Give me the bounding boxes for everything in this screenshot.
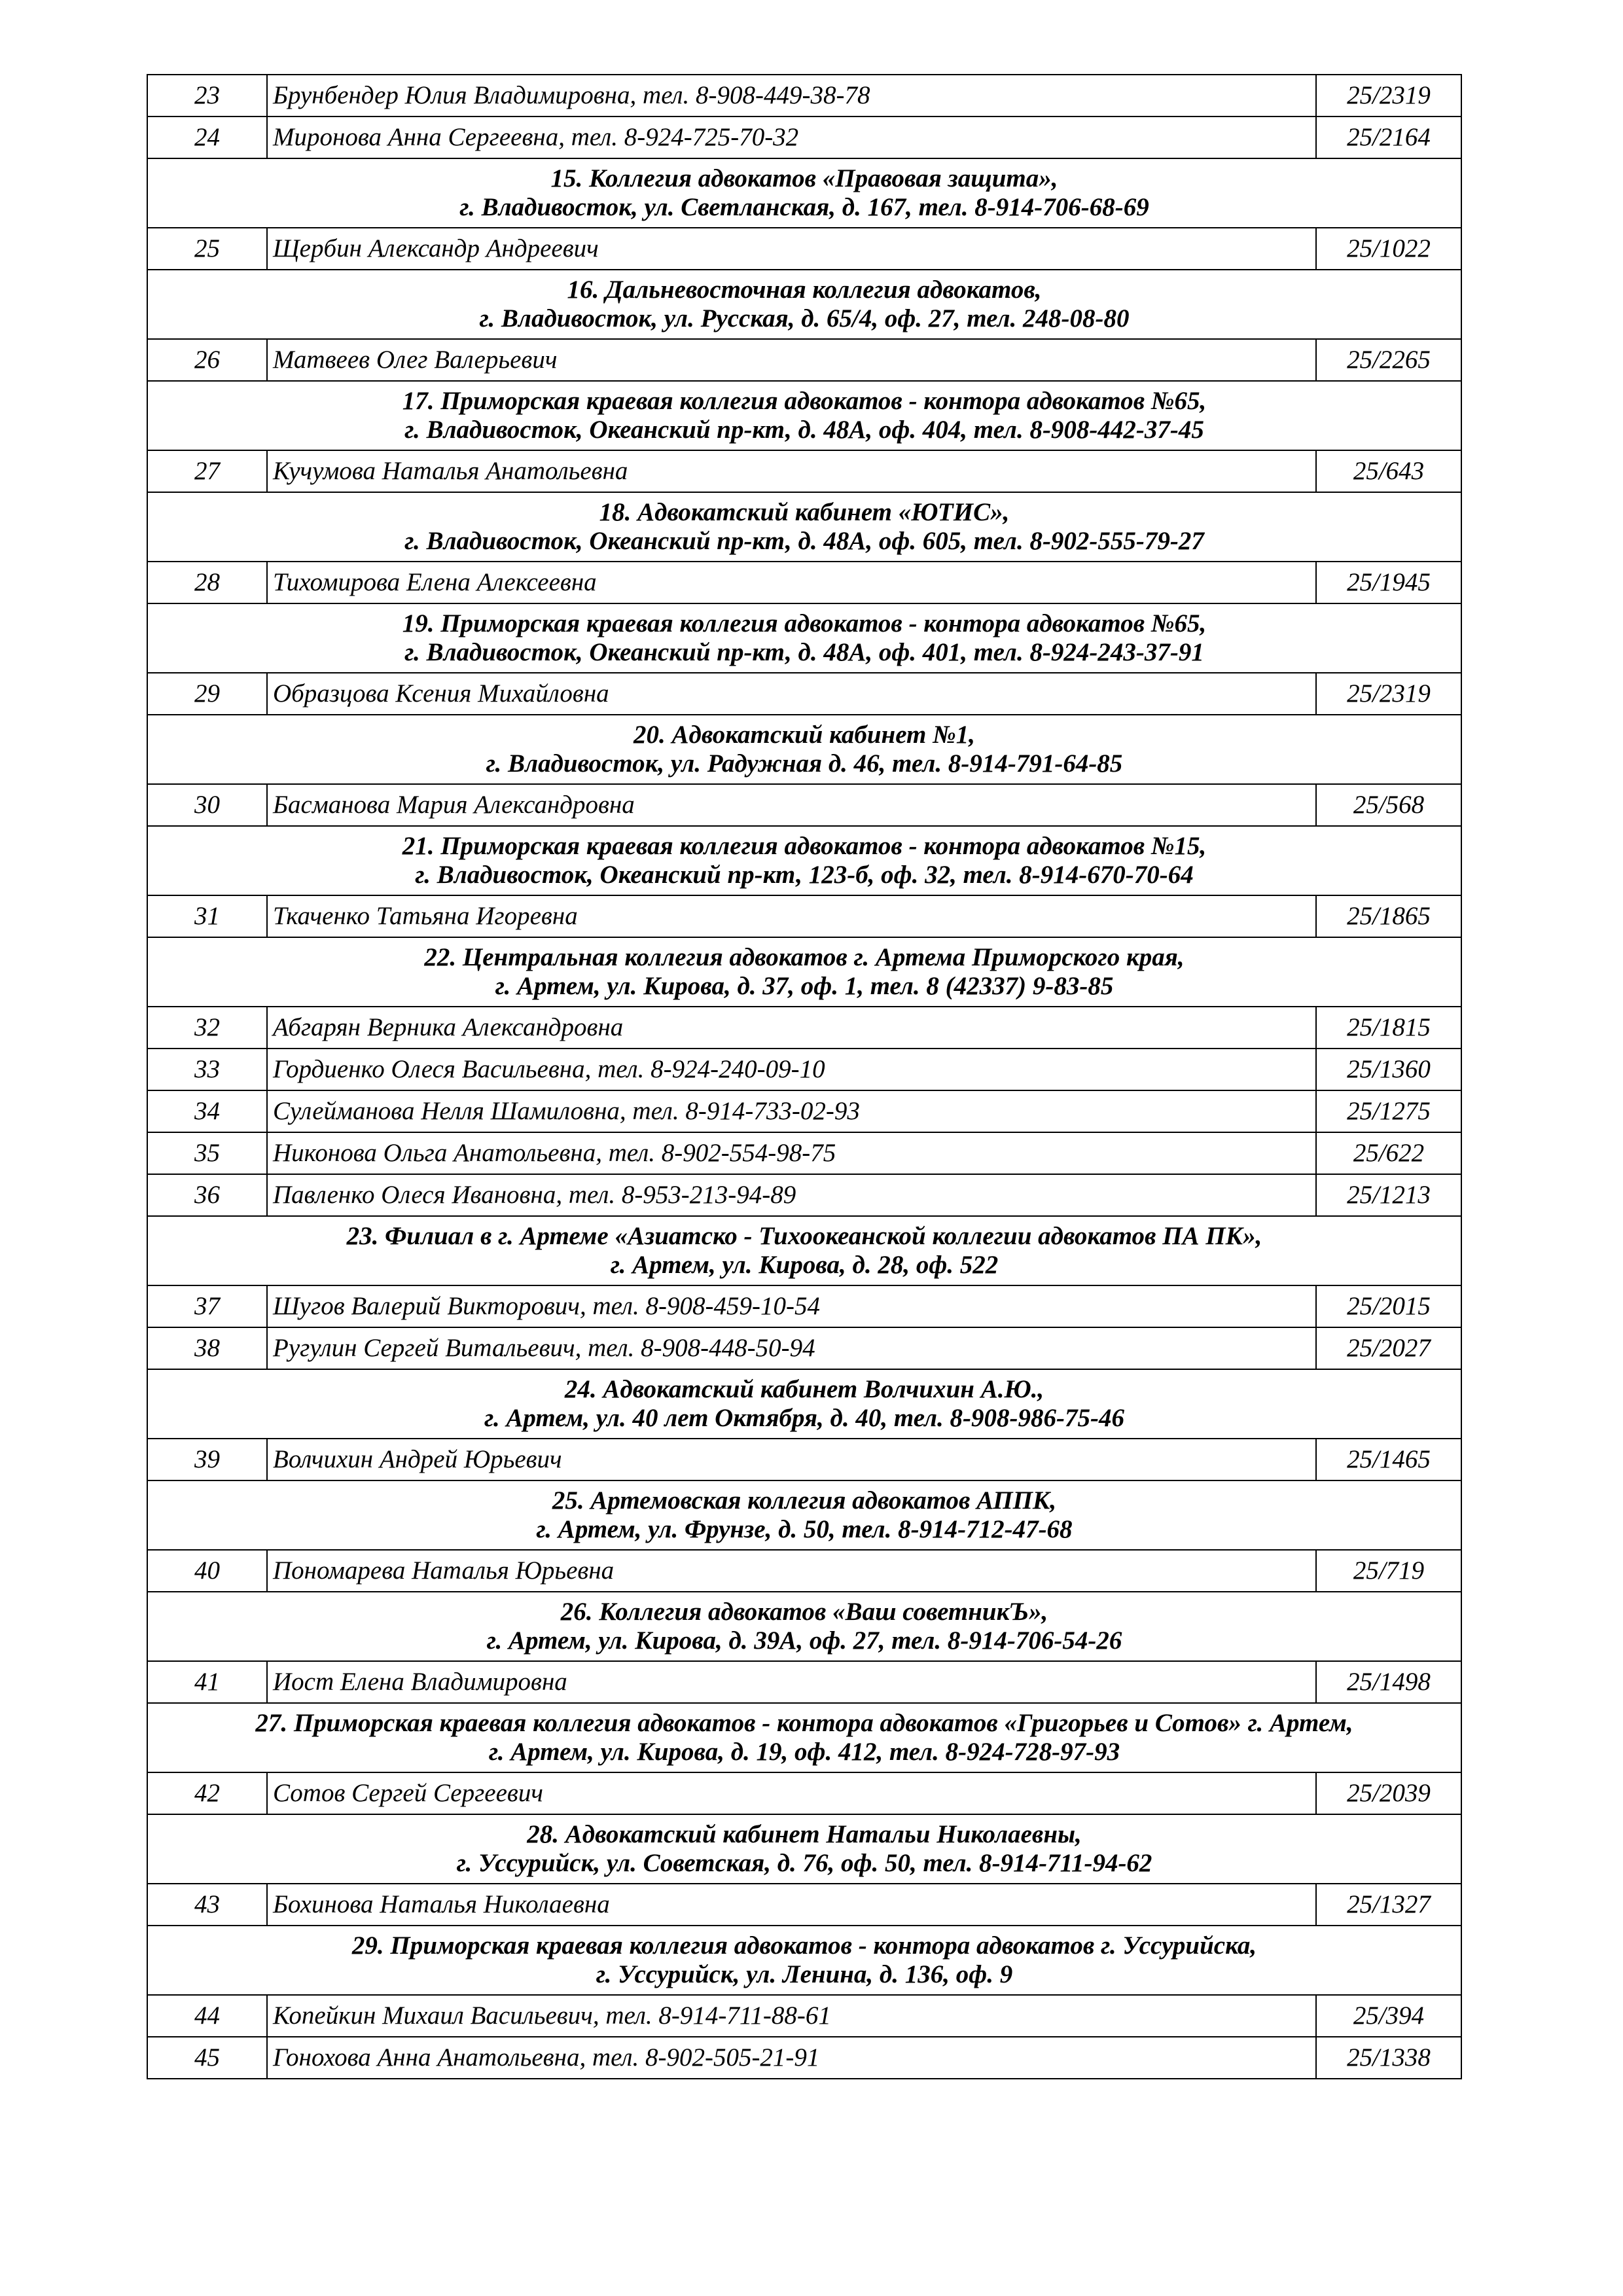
organization-address: г. Артем, ул. Кирова, д. 28, оф. 522: [610, 1251, 999, 1279]
lawyer-name-cell: Бохинова Наталья Николаевна: [267, 1884, 1316, 1926]
table-row: [147, 1772, 1461, 1814]
row-number-cell: 23: [147, 75, 267, 117]
table-row: [147, 1174, 1461, 1216]
lawyer-name-cell: Образцова Ксения Михайловна: [267, 673, 1316, 715]
organization-header-row: [147, 1814, 1461, 1884]
row-number-cell: 36: [147, 1174, 267, 1216]
organization-header-row: [147, 937, 1461, 1007]
organization-header-cell: [147, 603, 1461, 673]
organization-header-row: [147, 1926, 1461, 1995]
organization-address: г. Владивосток, ул. Светланская, д. 167, тел. 8-914-706-68-69: [459, 193, 1149, 221]
organization-header-cell: [147, 1480, 1461, 1550]
lawyer-name-cell: Гонохова Анна Анатольевна, тел. 8-902-505-21-91: [267, 2037, 1316, 2079]
row-number-cell: 38: [147, 1327, 267, 1369]
lawyer-name-cell: Ругулин Сергей Витальевич, тел. 8-908-448-50-94: [267, 1327, 1316, 1369]
row-number-cell: 24: [147, 117, 267, 158]
organization-name: 16. Дальневосточная коллегия адвокатов,: [567, 275, 1042, 304]
organization-header-row: [147, 1703, 1461, 1772]
lawyer-name-cell: Тихомирова Елена Алексеевна: [267, 562, 1316, 603]
row-number-cell: 34: [147, 1090, 267, 1132]
lawyer-name-cell: Абгарян Верника Александровна: [267, 1007, 1316, 1049]
row-number-cell: 39: [147, 1439, 267, 1480]
lawyers-registry-table: [147, 74, 1462, 2079]
row-number-cell: 44: [147, 1995, 267, 2037]
organization-header-row: [147, 826, 1461, 895]
table-row: [147, 1285, 1461, 1327]
row-number-cell: 35: [147, 1132, 267, 1174]
organization-header-cell: [147, 1703, 1461, 1772]
row-number-cell: 43: [147, 1884, 267, 1926]
organization-name: 25. Артемовская коллегия адвокатов АППК,: [552, 1486, 1057, 1515]
lawyer-name-cell: Матвеев Олег Валерьевич: [267, 339, 1316, 381]
organization-address: г. Владивосток, Океанский пр-кт, д. 48А, оф. 605, тел. 8-902-555-79-27: [404, 527, 1204, 555]
lawyer-name-cell: Щербин Александр Андреевич: [267, 228, 1316, 270]
organization-header-cell: [147, 158, 1461, 228]
lawyer-name-cell: Миронова Анна Сергеевна, тел. 8-924-725-70-32: [267, 117, 1316, 158]
organization-name: 18. Адвокатский кабинет «ЮТИС»,: [599, 497, 1010, 526]
lawyer-name-cell: Копейкин Михаил Васильевич, тел. 8-914-711-88-61: [267, 1995, 1316, 2037]
registry-number-cell: 25/2319: [1316, 673, 1461, 715]
lawyer-name-cell: Ткаченко Татьяна Игоревна: [267, 895, 1316, 937]
organization-header-cell: [147, 937, 1461, 1007]
organization-name: 24. Адвокатский кабинет Волчихин А.Ю.,: [564, 1374, 1044, 1403]
registry-number-cell: 25/622: [1316, 1132, 1461, 1174]
organization-address: г. Владивосток, ул. Радужная д. 46, тел. 8-914-791-64-85: [486, 749, 1123, 778]
organization-header-cell: [147, 1814, 1461, 1884]
organization-header-row: [147, 270, 1461, 339]
registry-number-cell: 25/2164: [1316, 117, 1461, 158]
organization-address: г. Владивосток, ул. Русская, д. 65/4, оф. 27, тел. 248-08-80: [479, 304, 1130, 332]
organization-name: 28. Адвокатский кабинет Натальи Николаевны,: [527, 1820, 1082, 1848]
table-row: [147, 562, 1461, 603]
organization-header-cell: [147, 715, 1461, 784]
row-number-cell: 26: [147, 339, 267, 381]
row-number-cell: 42: [147, 1772, 267, 1814]
organization-header-cell: [147, 1926, 1461, 1995]
lawyer-name-cell: Сулейманова Нелля Шамиловна, тел. 8-914-733-02-93: [267, 1090, 1316, 1132]
row-number-cell: 28: [147, 562, 267, 603]
row-number-cell: 31: [147, 895, 267, 937]
organization-address: г. Владивосток, Океанский пр-кт, 123-б, оф. 32, тел. 8-914-670-70-64: [415, 861, 1194, 889]
table-row: [147, 228, 1461, 270]
organization-name: 19. Приморская краевая коллегия адвокатов - контора адвокатов №65,: [402, 609, 1207, 637]
organization-header-row: [147, 603, 1461, 673]
registry-body: [147, 75, 1461, 2079]
lawyer-name-cell: Шугов Валерий Викторович, тел. 8-908-459-10-54: [267, 1285, 1316, 1327]
lawyer-name-cell: Иост Елена Владимировна: [267, 1661, 1316, 1703]
registry-number-cell: 25/1338: [1316, 2037, 1461, 2079]
organization-address: г. Уссурийск, ул. Ленина, д. 136, оф. 9: [596, 1960, 1013, 1988]
organization-name: 23. Филиал в г. Артеме «Азиатско - Тихоокеанской коллегии адвокатов ПА ПК»,: [346, 1221, 1262, 1250]
registry-number-cell: 25/1360: [1316, 1049, 1461, 1090]
organization-header-row: [147, 1216, 1461, 1285]
row-number-cell: 45: [147, 2037, 267, 2079]
lawyer-name-cell: Павленко Олеся Ивановна, тел. 8-953-213-94-89: [267, 1174, 1316, 1216]
row-number-cell: 29: [147, 673, 267, 715]
row-number-cell: 41: [147, 1661, 267, 1703]
lawyer-name-cell: Басманова Мария Александровна: [267, 784, 1316, 826]
organization-name: 29. Приморская краевая коллегия адвокатов - контора адвокатов г. Уссурийска,: [351, 1931, 1257, 1960]
registry-number-cell: 25/1275: [1316, 1090, 1461, 1132]
registry-number-cell: 25/1498: [1316, 1661, 1461, 1703]
registry-number-cell: 25/2265: [1316, 339, 1461, 381]
row-number-cell: 25: [147, 228, 267, 270]
table-row: [147, 1049, 1461, 1090]
registry-number-cell: 25/1327: [1316, 1884, 1461, 1926]
registry-number-cell: 25/719: [1316, 1550, 1461, 1592]
registry-number-cell: 25/643: [1316, 450, 1461, 492]
table-row: [147, 1884, 1461, 1926]
organization-name: 15. Коллегия адвокатов «Правовая защита»,: [550, 164, 1058, 192]
organization-name: 17. Приморская краевая коллегия адвокатов - контора адвокатов №65,: [402, 386, 1207, 415]
table-row: [147, 117, 1461, 158]
organization-header-row: [147, 1480, 1461, 1550]
registry-number-cell: 25/2015: [1316, 1285, 1461, 1327]
organization-header-row: [147, 381, 1461, 450]
table-row: [147, 1439, 1461, 1480]
row-number-cell: 37: [147, 1285, 267, 1327]
table-row: [147, 1327, 1461, 1369]
organization-header-row: [147, 492, 1461, 562]
row-number-cell: 40: [147, 1550, 267, 1592]
organization-address: г. Владивосток, Океанский пр-кт, д. 48А, оф. 404, тел. 8-908-442-37-45: [404, 416, 1204, 444]
table-row: [147, 450, 1461, 492]
organization-name: 20. Адвокатский кабинет №1,: [633, 720, 976, 749]
registry-number-cell: 25/2027: [1316, 1327, 1461, 1369]
organization-header-row: [147, 715, 1461, 784]
registry-number-cell: 25/1815: [1316, 1007, 1461, 1049]
organization-header-cell: [147, 492, 1461, 562]
table-row: [147, 339, 1461, 381]
lawyer-name-cell: Волчихин Андрей Юрьевич: [267, 1439, 1316, 1480]
organization-address: г. Артем, ул. Фрунзе, д. 50, тел. 8-914-712-47-68: [536, 1515, 1073, 1543]
registry-number-cell: 25/2039: [1316, 1772, 1461, 1814]
organization-header-row: [147, 1369, 1461, 1439]
lawyer-name-cell: Брунбендер Юлия Владимировна, тел. 8-908-449-38-78: [267, 75, 1316, 117]
table-row: [147, 784, 1461, 826]
organization-header-cell: [147, 381, 1461, 450]
table-row: [147, 1132, 1461, 1174]
organization-address: г. Артем, ул. 40 лет Октября, д. 40, тел. 8-908-986-75-46: [484, 1404, 1124, 1432]
organization-header-row: [147, 158, 1461, 228]
organization-header-cell: [147, 1369, 1461, 1439]
row-number-cell: 30: [147, 784, 267, 826]
table-row: [147, 2037, 1461, 2079]
table-row: [147, 1090, 1461, 1132]
organization-header-row: [147, 1592, 1461, 1661]
table-row: [147, 1007, 1461, 1049]
table-row: [147, 673, 1461, 715]
table-row: [147, 1661, 1461, 1703]
table-row: [147, 75, 1461, 117]
organization-address: г. Артем, ул. Кирова, д. 19, оф. 412, тел. 8-924-728-97-93: [488, 1738, 1120, 1766]
registry-number-cell: 25/1022: [1316, 228, 1461, 270]
row-number-cell: 33: [147, 1049, 267, 1090]
organization-header-cell: [147, 1592, 1461, 1661]
organization-name: 22. Центральная коллегия адвокатов г. Артема Приморского края,: [424, 942, 1185, 971]
registry-number-cell: 25/1465: [1316, 1439, 1461, 1480]
lawyer-name-cell: Кучумова Наталья Анатольевна: [267, 450, 1316, 492]
organization-header-cell: [147, 1216, 1461, 1285]
row-number-cell: 32: [147, 1007, 267, 1049]
table-row: [147, 895, 1461, 937]
organization-address: г. Владивосток, Океанский пр-кт, д. 48А, оф. 401, тел. 8-924-243-37-91: [404, 638, 1204, 666]
organization-name: 27. Приморская краевая коллегия адвокатов - контора адвокатов «Григорьев и Сотов» г. Артем,: [255, 1708, 1353, 1737]
registry-number-cell: 25/568: [1316, 784, 1461, 826]
organization-name: 26. Коллегия адвокатов «Ваш советникЪ»,: [560, 1597, 1048, 1626]
registry-number-cell: 25/1945: [1316, 562, 1461, 603]
registry-number-cell: 25/1865: [1316, 895, 1461, 937]
organization-address: г. Артем, ул. Кирова, д. 39А, оф. 27, тел. 8-914-706-54-26: [486, 1626, 1122, 1655]
table-row: [147, 1550, 1461, 1592]
organization-name: 21. Приморская краевая коллегия адвокатов - контора адвокатов №15,: [402, 831, 1207, 860]
organization-header-cell: [147, 826, 1461, 895]
table-row: [147, 1995, 1461, 2037]
lawyer-name-cell: Гордиенко Олеся Васильевна, тел. 8-924-240-09-10: [267, 1049, 1316, 1090]
lawyer-name-cell: Никонова Ольга Анатольевна, тел. 8-902-554-98-75: [267, 1132, 1316, 1174]
lawyer-name-cell: Пономарева Наталья Юрьевна: [267, 1550, 1316, 1592]
organization-address: г. Уссурийск, ул. Советская, д. 76, оф. 50, тел. 8-914-711-94-62: [456, 1849, 1152, 1877]
organization-header-cell: [147, 270, 1461, 339]
lawyer-name-cell: Сотов Сергей Сергеевич: [267, 1772, 1316, 1814]
organization-address: г. Артем, ул. Кирова, д. 37, оф. 1, тел. 8 (42337) 9-83-85: [495, 972, 1114, 1000]
registry-number-cell: 25/2319: [1316, 75, 1461, 117]
registry-number-cell: 25/1213: [1316, 1174, 1461, 1216]
registry-number-cell: 25/394: [1316, 1995, 1461, 2037]
row-number-cell: 27: [147, 450, 267, 492]
